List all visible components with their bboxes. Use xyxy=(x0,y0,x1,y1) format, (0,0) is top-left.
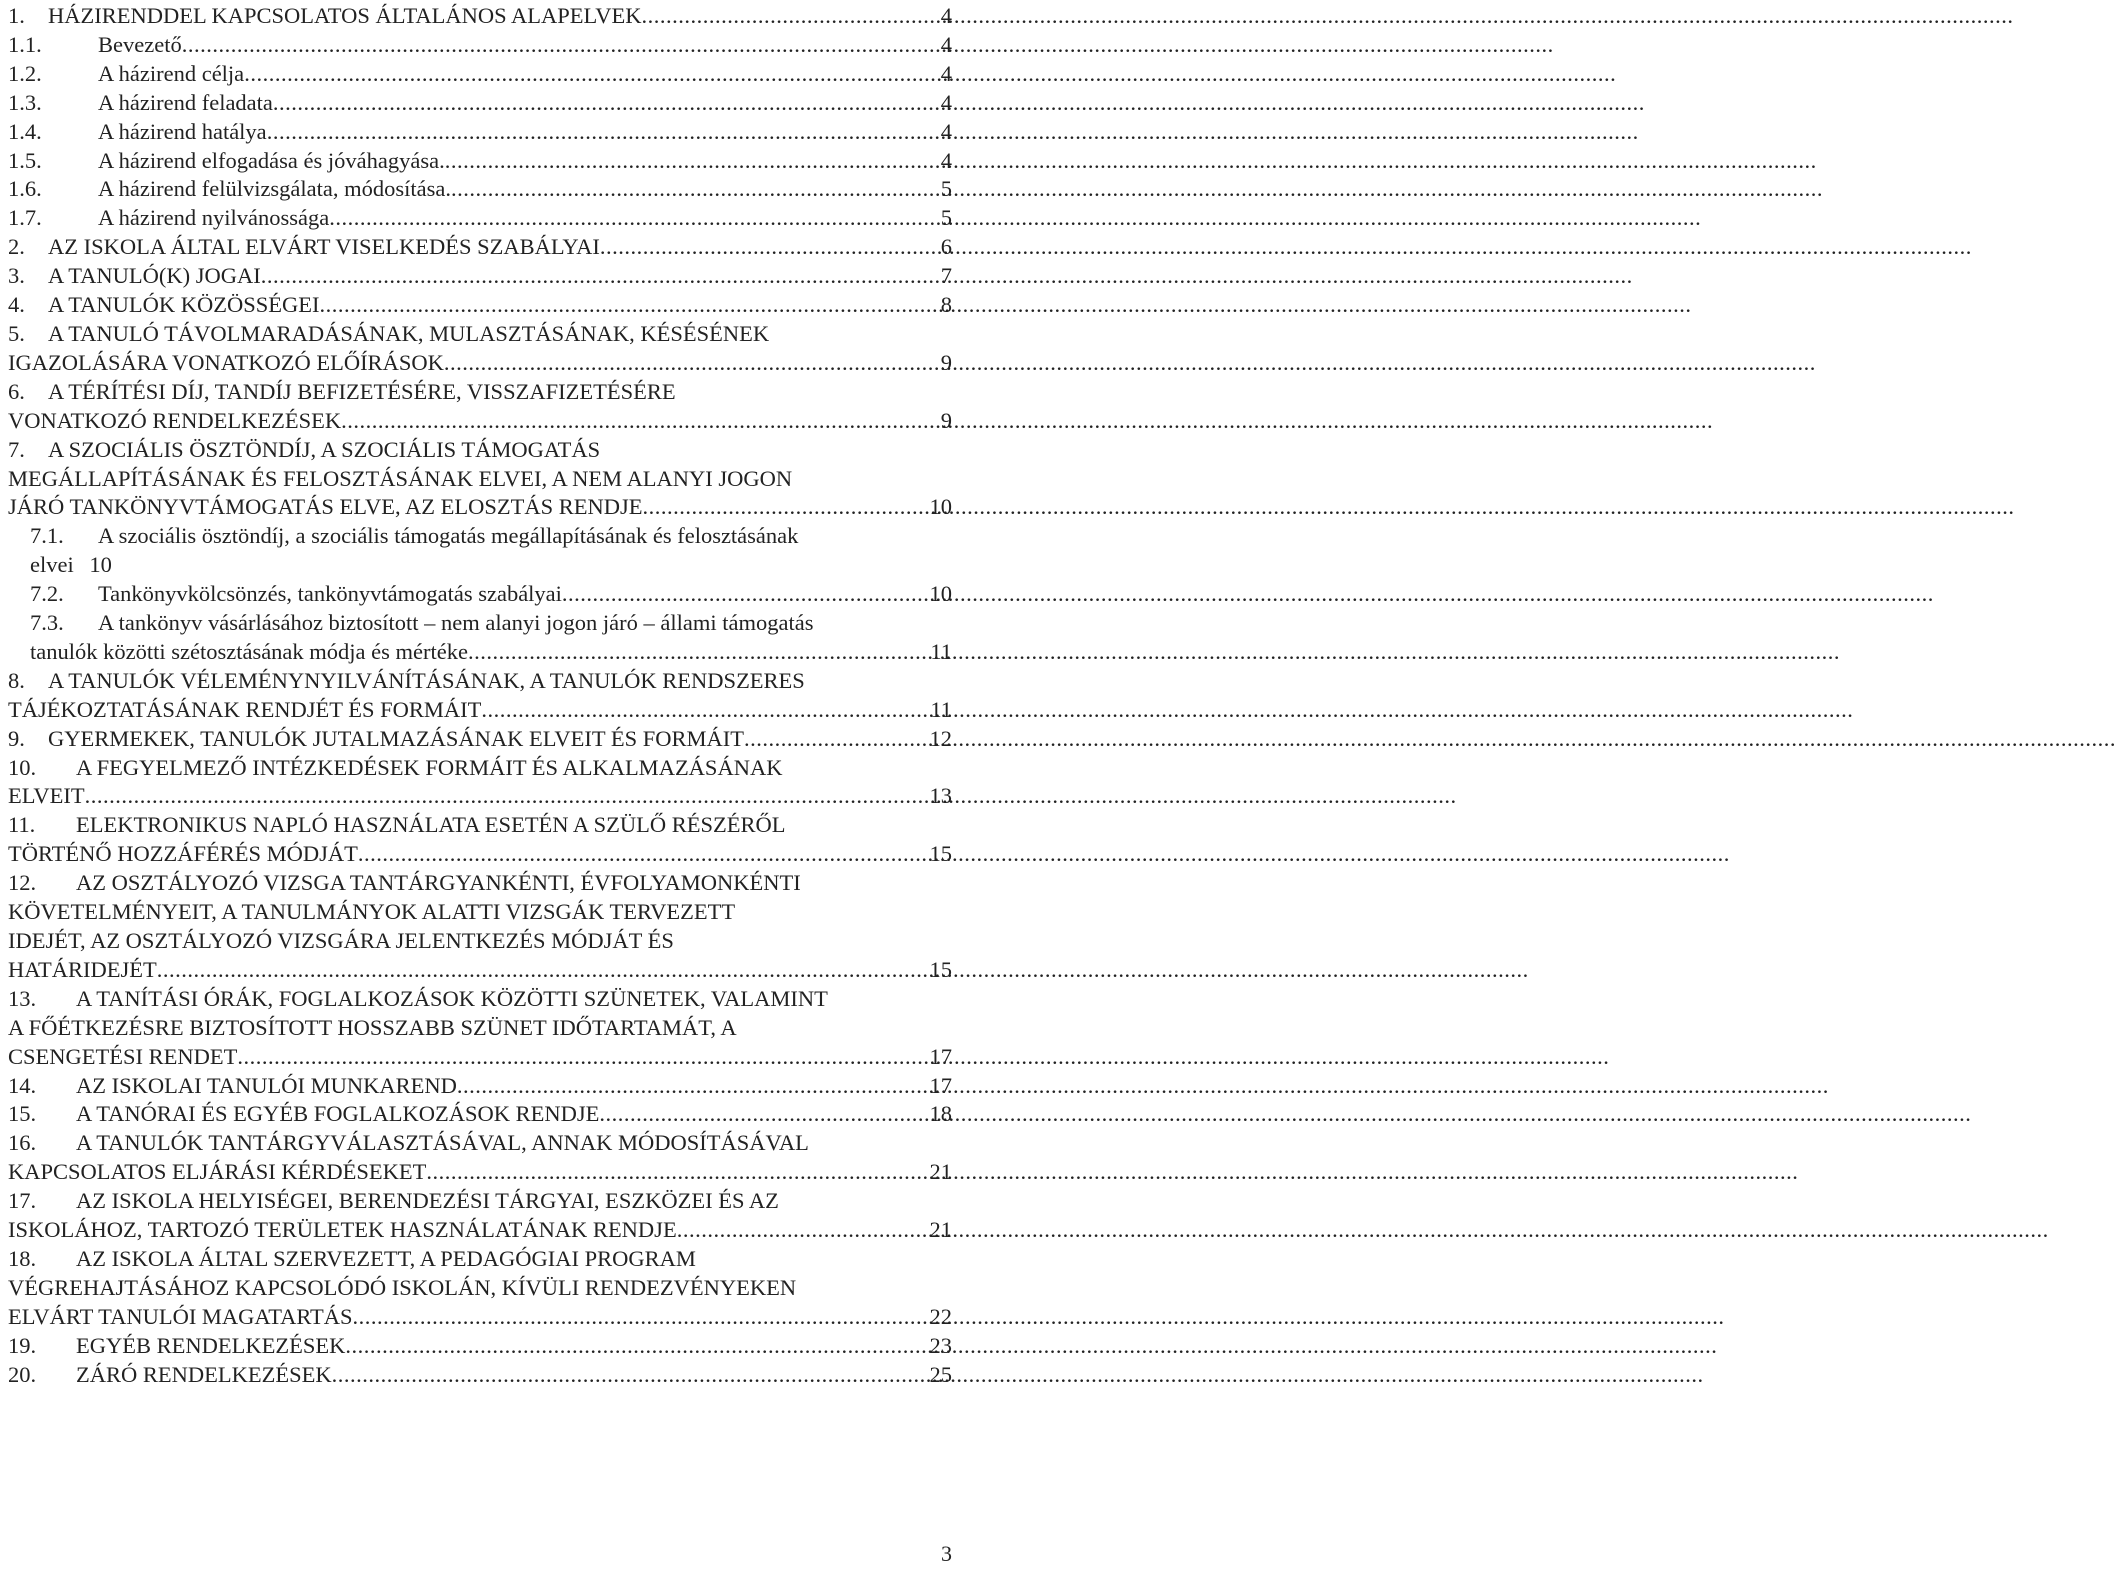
dot-leader xyxy=(642,493,927,522)
dot-leader xyxy=(426,1158,927,1187)
toc-title: A TANULÓ TÁVOLMARADÁSÁNAK, MULASZTÁSÁNAK, KÉSÉSÉNEK xyxy=(48,320,770,346)
toc-page: 8 xyxy=(940,292,952,318)
toc-page: 22 xyxy=(929,1303,952,1329)
toc-number: 10. xyxy=(8,754,37,780)
toc-page: 12 xyxy=(929,725,952,751)
toc-line xyxy=(8,898,952,927)
dot-leader xyxy=(445,147,939,176)
toc-title: AZ ISKOLAI TANULÓI MUNKAREND xyxy=(76,1072,457,1098)
toc-title-cont: CSENGETÉSI RENDET xyxy=(8,1043,238,1069)
toc-number: 17. xyxy=(8,1188,37,1214)
toc-entry-4[interactable] xyxy=(8,291,952,320)
toc-page: 17 xyxy=(929,1043,952,1069)
toc-entry-6[interactable] xyxy=(8,378,952,436)
toc-title: A SZOCIÁLIS ÖSZTÖNDÍJ, A SZOCIÁLIS TÁMOGATÁS xyxy=(48,436,601,462)
toc-number: 1.5. xyxy=(8,147,42,173)
toc-title-cont: KÖVETELMÉNYEIT, A TANULMÁNYOK ALATTI VIZSGÁK TERVEZETT xyxy=(8,899,736,925)
toc-number: 11. xyxy=(8,812,36,838)
toc-entry-12[interactable] xyxy=(8,869,952,985)
toc-line xyxy=(8,1129,952,1158)
toc-line xyxy=(8,320,952,349)
toc-entry-1-2[interactable] xyxy=(8,60,952,89)
dot-leader xyxy=(444,349,939,378)
page-number: 3 xyxy=(941,1541,952,1566)
toc-page: 21 xyxy=(929,1159,952,1185)
dot-leader xyxy=(85,782,928,811)
toc-page: 11 xyxy=(930,696,952,722)
toc-title-cont: JÁRÓ TANKÖNYVTÁMOGATÁS ELVE, AZ ELOSZTÁS RENDJE xyxy=(8,494,643,520)
toc-entry-1[interactable] xyxy=(8,2,952,31)
toc-page: 4 xyxy=(940,118,952,144)
document-page xyxy=(0,0,960,1585)
toc-line xyxy=(8,436,952,465)
toc-title: HÁZIRENDDEL KAPCSOLATOS ÁLTALÁNOS ALAPELVEK xyxy=(48,3,642,28)
toc-title: A FEGYELMEZŐ INTÉZKEDÉSEK FORMÁIT ÉS ALKALMAZÁSÁNAK xyxy=(76,754,783,780)
toc-title: A TÉRÍTÉSI DÍJ, TANDÍJ BEFIZETÉSÉRE, VISSZAFIZETÉSÉRE xyxy=(48,378,676,404)
toc-line xyxy=(8,1014,952,1043)
dot-leader xyxy=(468,638,928,667)
toc-number: 4. xyxy=(8,292,25,318)
toc-line xyxy=(8,407,952,436)
toc-entry-7-3[interactable] xyxy=(8,609,952,667)
toc-title: ELEKTRONIKUS NAPLÓ HASZNÁLATA ESETÉN A SZÜLŐ RÉSZÉRŐL xyxy=(76,812,786,838)
toc-line xyxy=(8,696,952,725)
toc-page: 10 xyxy=(929,494,952,520)
toc-number: 1.1. xyxy=(8,31,42,57)
toc-page: 10 xyxy=(929,581,952,607)
toc-page: 9 xyxy=(940,349,952,375)
toc-line xyxy=(8,522,952,551)
toc-title: A TANULÓK TANTÁRGYVÁLASZTÁSÁVAL, ANNAK MÓDOSÍTÁSÁVAL xyxy=(76,1130,809,1156)
toc-entry-7-2[interactable] xyxy=(8,580,952,609)
toc-title-cont: IGAZOLÁSÁRA VONATKOZÓ ELŐÍRÁSOK xyxy=(8,349,444,375)
toc-number: 20. xyxy=(8,1361,37,1387)
toc-title: AZ ISKOLA ÁLTAL ELVÁRT VISELKEDÉS SZABÁLYAI xyxy=(48,234,600,260)
toc-entry-11[interactable] xyxy=(8,811,952,869)
toc-title-cont: IDEJÉT, AZ OSZTÁLYOZÓ VIZSGÁRA JELENTKEZÉS MÓDJÁT ÉS xyxy=(8,928,674,953)
toc-line xyxy=(8,840,952,869)
toc-page: 23 xyxy=(929,1332,952,1358)
toc-line xyxy=(8,551,952,580)
toc-entry-1-1[interactable] xyxy=(8,31,952,60)
toc-title: A házirend elfogadása és jóváhagyása. xyxy=(98,147,445,173)
toc-entry-2[interactable] xyxy=(8,233,952,262)
toc-line xyxy=(8,609,952,638)
toc-entry-1-5[interactable] xyxy=(8,147,952,176)
toc-line xyxy=(8,754,952,783)
dot-leader xyxy=(267,118,939,147)
toc-line xyxy=(8,1274,952,1303)
toc-title-cont: HATÁRIDEJÉT xyxy=(8,956,157,982)
toc-number: 1.4. xyxy=(8,118,42,144)
toc-number: 7.2. xyxy=(30,581,64,607)
dot-leader xyxy=(320,291,939,320)
toc-line xyxy=(8,927,952,956)
toc-entry-15[interactable] xyxy=(8,1100,952,1129)
toc-title-cont: ISKOLÁHOZ, TARTOZÓ TERÜLETEK HASZNÁLATÁNAK RENDJE xyxy=(8,1217,677,1243)
toc-title-cont: VÉGREHAJTÁSÁHOZ KAPCSOLÓDÓ ISKOLÁN, KÍVÜLI RENDEZVÉNYEKEN xyxy=(8,1274,797,1300)
dot-leader xyxy=(261,262,939,291)
toc-title: GYERMEKEK, TANULÓK JUTALMAZÁSÁNAK ELVEIT ÉS FORMÁIT xyxy=(48,725,744,751)
toc-title-cont: ELVEIT xyxy=(8,783,85,809)
toc-page: 5 xyxy=(940,176,952,202)
toc-title: EGYÉB RENDELKEZÉSEK xyxy=(76,1332,346,1358)
toc-page: 21 xyxy=(929,1217,952,1243)
toc-title-cont: KAPCSOLATOS ELJÁRÁSI KÉRDÉSEKET xyxy=(8,1159,427,1185)
toc-title-cont: VONATKOZÓ RENDELKEZÉSEK xyxy=(8,407,342,433)
toc-line xyxy=(8,349,952,378)
toc-title: AZ OSZTÁLYOZÓ VIZSGA TANTÁRGYANKÉNTI, ÉVFOLYAMONKÉNTI xyxy=(76,870,801,896)
table-of-contents xyxy=(8,2,952,1390)
toc-page: 7 xyxy=(940,263,952,289)
toc-number: 18. xyxy=(8,1245,37,1271)
toc-page: 4 xyxy=(940,31,952,57)
toc-number: 19. xyxy=(8,1332,37,1358)
toc-number: 1. xyxy=(8,3,25,28)
toc-title: AZ ISKOLA ÁLTAL SZERVEZETT, A PEDAGÓGIAI PROGRAM xyxy=(76,1245,696,1271)
toc-title: A házirend hatálya xyxy=(98,118,267,144)
toc-entry-7[interactable] xyxy=(8,436,952,523)
toc-number: 14. xyxy=(8,1072,37,1098)
toc-entry-9[interactable] xyxy=(8,725,952,754)
toc-page: 6 xyxy=(940,234,952,260)
toc-title: ZÁRÓ RENDELKEZÉSEK xyxy=(76,1361,332,1387)
dot-leader xyxy=(457,1072,928,1101)
toc-title-cont: MEGÁLLAPÍTÁSÁNAK ÉS FELOSZTÁSÁNAK ELVEI, A NEM ALANYI JOGON xyxy=(8,465,793,491)
toc-line xyxy=(8,1043,952,1072)
toc-title: A TANULÓK KÖZÖSSÉGEI xyxy=(48,292,320,318)
dot-leader xyxy=(244,60,939,89)
toc-entry-18[interactable] xyxy=(8,1245,952,1332)
toc-entry-1-4[interactable] xyxy=(8,118,952,147)
toc-line xyxy=(8,985,952,1014)
toc-entry-5[interactable] xyxy=(8,320,952,378)
toc-title: A TANÓRAI ÉS EGYÉB FOGLALKOZÁSOK RENDJE xyxy=(76,1101,600,1127)
dot-leader xyxy=(157,956,928,985)
toc-title: A házirend célja xyxy=(98,60,245,86)
toc-line xyxy=(8,378,952,407)
toc-entry-1-6[interactable] xyxy=(8,175,952,204)
toc-title: A TANULÓ(K) JOGAI xyxy=(48,263,261,289)
toc-page: 13 xyxy=(929,783,952,809)
toc-page: 4 xyxy=(940,60,952,86)
toc-entry-1-3[interactable] xyxy=(8,89,952,118)
toc-line xyxy=(8,1245,952,1274)
dot-leader xyxy=(677,1216,928,1245)
toc-title-cont: TÁJÉKOZTATÁSÁNAK RENDJÉT ÉS FORMÁIT xyxy=(8,696,482,722)
toc-line xyxy=(8,1187,952,1216)
toc-title: AZ ISKOLA HELYISÉGEI, BERENDEZÉSI TÁRGYAI, ESZKÖZEI ÉS AZ xyxy=(76,1188,779,1214)
dot-leader xyxy=(358,840,928,869)
toc-page: 15 xyxy=(929,956,952,982)
toc-line xyxy=(8,956,952,985)
toc-page: 4 xyxy=(940,3,952,28)
toc-title: Tankönyvkölcsönzés, tankönyvtámogatás szabályai xyxy=(98,581,562,607)
toc-number: 2. xyxy=(8,234,25,260)
toc-number: 7.1. xyxy=(30,523,64,549)
toc-line xyxy=(8,1216,952,1245)
toc-page: 11 xyxy=(930,638,952,664)
dot-leader xyxy=(481,696,928,725)
toc-number: 13. xyxy=(8,985,37,1011)
toc-page: 15 xyxy=(929,841,952,867)
dot-leader xyxy=(641,2,938,31)
toc-title-cont: A FŐÉTKEZÉSRE BIZTOSÍTOTT HOSSZABB SZÜNET IDŐTARTAMÁT, A xyxy=(8,1014,737,1040)
dot-leader xyxy=(744,725,928,754)
toc-title: A házirend nyilvánossága xyxy=(98,205,330,231)
toc-number: 5. xyxy=(8,320,25,346)
dot-leader xyxy=(273,89,939,118)
toc-line xyxy=(8,667,952,696)
dot-leader xyxy=(341,407,939,436)
toc-title: A TANULÓK VÉLEMÉNYNYILVÁNÍTÁSÁNAK, A TANULÓK RENDSZERES xyxy=(48,667,805,693)
dot-leader xyxy=(345,1332,927,1361)
toc-entry-7-1[interactable] xyxy=(8,522,952,580)
toc-page: 4 xyxy=(940,147,952,173)
toc-number: 15. xyxy=(8,1101,37,1127)
toc-title: A házirend feladata xyxy=(98,89,273,115)
dot-leader xyxy=(599,1100,927,1129)
dot-leader xyxy=(451,175,939,204)
toc-number: 1.3. xyxy=(8,89,42,115)
toc-title-cont: elvei xyxy=(30,552,74,578)
toc-page: 9 xyxy=(940,407,952,433)
toc-page: 4 xyxy=(940,89,952,115)
toc-number: 1.6. xyxy=(8,176,42,202)
toc-title-cont: tanulók közötti szétosztásának módja és mértéke xyxy=(30,638,468,664)
toc-page: 10 xyxy=(89,552,112,578)
dot-leader xyxy=(329,204,939,233)
toc-number: 1.2. xyxy=(8,60,42,86)
toc-number: 16. xyxy=(8,1130,37,1156)
toc-entry-14[interactable] xyxy=(8,1072,952,1101)
toc-page: 18 xyxy=(929,1101,952,1127)
toc-line xyxy=(8,1158,952,1187)
toc-page: 5 xyxy=(940,205,952,231)
toc-entry-17[interactable] xyxy=(8,1187,952,1245)
toc-entry-8[interactable] xyxy=(8,667,952,725)
toc-number: 12. xyxy=(8,870,37,896)
toc-number: 3. xyxy=(8,263,25,289)
toc-page: 25 xyxy=(929,1361,952,1387)
toc-entry-19[interactable] xyxy=(8,1332,952,1361)
toc-title: A házirend felülvizsgálata, módosítása. xyxy=(98,176,452,202)
toc-title: Bevezető xyxy=(98,31,182,57)
dot-leader xyxy=(182,31,939,60)
toc-line xyxy=(8,782,952,811)
toc-entry-1-7[interactable] xyxy=(8,204,952,233)
toc-entry-3[interactable] xyxy=(8,262,952,291)
toc-number: 7.3. xyxy=(30,610,64,636)
toc-title: A TANÍTÁSI ÓRÁK, FOGLALKOZÁSOK KÖZÖTTI SZÜNETEK, VALAMINT xyxy=(76,985,828,1011)
dot-leader xyxy=(562,580,928,609)
toc-number: 9. xyxy=(8,725,25,751)
dot-leader xyxy=(353,1303,928,1332)
toc-title-cont: TÖRTÉNŐ HOZZÁFÉRÉS MÓDJÁT xyxy=(8,841,358,867)
dot-leader xyxy=(237,1043,927,1072)
dot-leader xyxy=(332,1361,928,1390)
toc-entry-13[interactable] xyxy=(8,985,952,1072)
toc-number: 6. xyxy=(8,378,25,404)
dot-leader xyxy=(600,233,939,262)
toc-title: A tankönyv vásárlásához biztosított – nem alanyi jogon járó – állami támogatás xyxy=(98,610,814,636)
toc-line xyxy=(8,493,952,522)
toc-line xyxy=(8,811,952,840)
toc-entry-10[interactable] xyxy=(8,754,952,812)
toc-line xyxy=(8,465,952,494)
toc-title: A szociális ösztöndíj, a szociális támogatás megállapításának és felosztásának xyxy=(98,523,799,549)
toc-title-cont: ELVÁRT TANULÓI MAGATARTÁS xyxy=(8,1303,353,1329)
toc-page: 17 xyxy=(929,1072,952,1098)
toc-entry-16[interactable] xyxy=(8,1129,952,1187)
toc-number: 1.7. xyxy=(8,205,42,231)
toc-number: 8. xyxy=(8,667,25,693)
toc-line xyxy=(8,869,952,898)
toc-entry-20[interactable] xyxy=(8,1361,952,1390)
toc-number: 7. xyxy=(8,436,25,462)
toc-line xyxy=(8,638,952,667)
toc-line xyxy=(8,1303,952,1332)
